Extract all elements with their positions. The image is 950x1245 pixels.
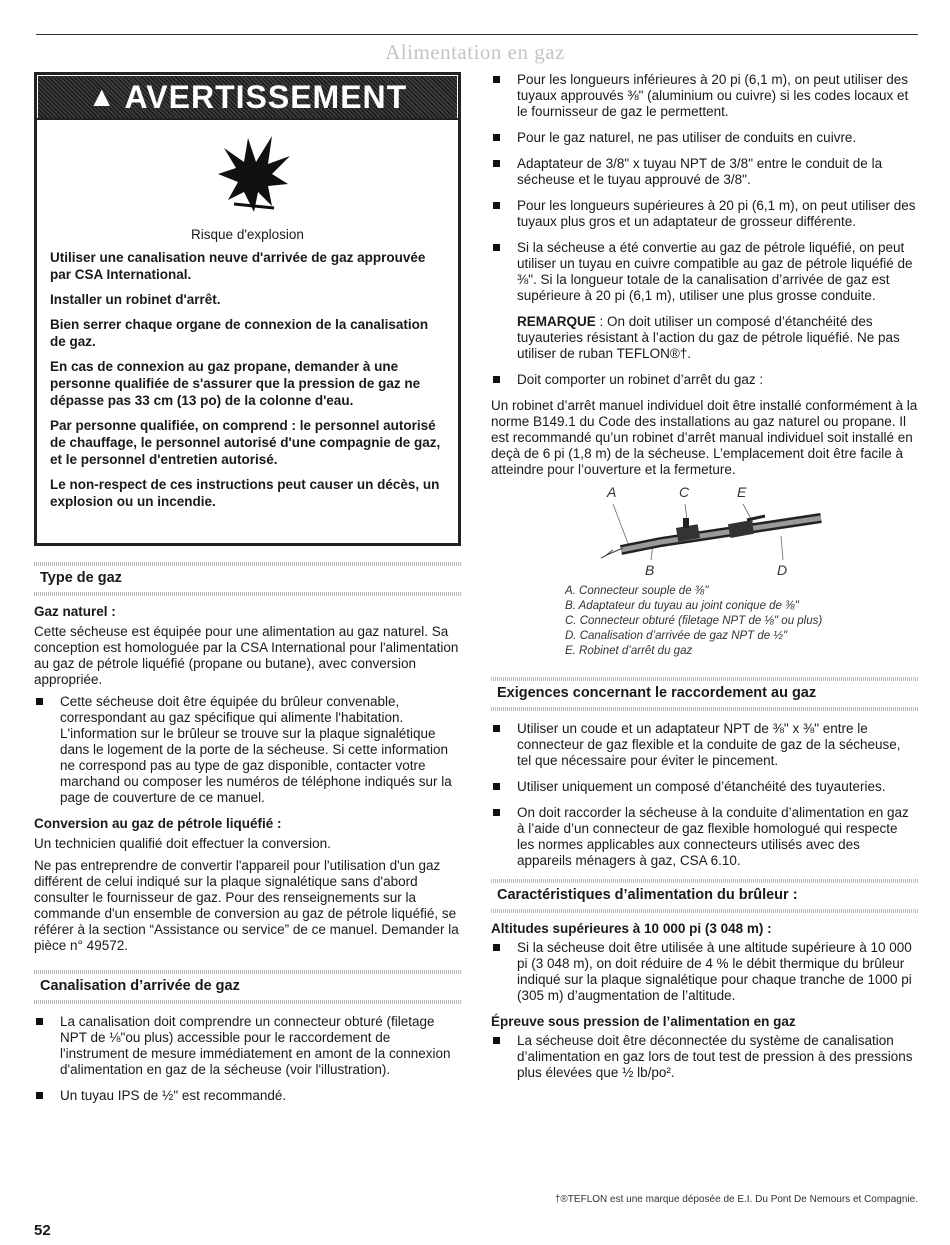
list-item: Pour les longueurs inférieures à 20 pi (6,1 m), on peut utiliser des tuyaux approuvés ⅜" (aluminium ou cuivre) si les codes locaux et le fournisseur de gaz le permettent. [491, 72, 918, 120]
pipe-list [491, 72, 918, 304]
bruleur-heading: Caractéristiques d’alimentation du brûleur : [497, 887, 798, 903]
warning-paragraph: Utiliser une canalisation neuve d'arrivée de gaz approuvée par CSA International. [50, 250, 426, 282]
list-item: La canalisation doit comprendre un connecteur obturé (filetage NPT de ⅛"ou plus) accessible pour le raccordement de l'instrument de mesure immédiatement en amont de la connexion d'alimentation en gaz de la sécheuse (voir l'illustration). [34, 1014, 461, 1078]
warning-paragraph: Par personne qualifiée, on comprend : le personnel autorisé de chauffage, le personnel autorisé d'une compagnie de gaz, et le personnel d'entretien autorisé. [50, 418, 441, 467]
conversion-heading: Conversion au gaz de pétrole liquéfié : [34, 816, 282, 831]
warning-box [34, 72, 461, 546]
warning-paragraph: Le non-respect de ces instructions peut causer un décès, un explosion ou un incendie. [50, 477, 440, 509]
list-item: La sécheuse doit être déconnectée du système de canalisation d’alimentation en gaz lors de tout test de pression à des pressions plus élevées que ½ lb/po². [491, 1033, 918, 1081]
list-item: Utiliser uniquement un composé d’étanchéité des tuyauteries. [491, 779, 918, 795]
altitudes-heading: Altitudes supérieures à 10 000 pi (3 048 m) : [491, 921, 772, 936]
list-item: Utiliser un coude et un adaptateur NPT de ⅜" x ⅜" entre le connecteur de gaz flexible et la conduite de gaz de la sécheuse, tel que nécessaire pour éviter le pincement. [491, 721, 918, 769]
conversion-text: Ne pas entreprendre de convertir l'appareil pour l'utilisation d'un gaz différent de celui indiqué sur la plaque signalétique sans d'abord consulter le fournisseur de gaz. Pour des renseignements sur la commande d'un ensemble de conversion au gaz de pétrole liquéfié, se référer à la section “Assistance ou service” de ce manuel. Demander la pièce n° 49572. [34, 858, 459, 953]
warning-divider [36, 118, 459, 120]
explosion-icon [214, 134, 294, 214]
list-item: Adaptateur de 3/8" x tuyau NPT de 3/8" entre le conduit de la sécheuse et le tuyau approuvé de 3/8". [491, 156, 918, 188]
diagram-label-e: E [737, 484, 747, 500]
gaz-naturel-text: Cette sécheuse est équipée pour une alimentation au gaz naturel. Sa conception est homologuée par la CSA International pour l'alimentation au gaz de pétrole liquéfié (propane ou butane), avec conversion appropriée. [34, 624, 459, 687]
teflon-footnote: †®TEFLON est une marque déposée de E.I. Du Pont De Nemours et Compagnie. [554, 1194, 918, 1205]
diagram-label-a: A [607, 484, 617, 500]
warning-triangle-icon: ▲ [87, 81, 117, 112]
gas-connection-diagram [491, 484, 918, 580]
warning-paragraph: En cas de connexion au gaz propane, demander à une personne qualifiée de s'assurer que la pression de gaz ne dépasse pas 33 cm (13 po) de la colonne d'eau. [50, 359, 421, 408]
warning-title: AVERTISSEMENT [124, 78, 408, 115]
list-item: Cette sécheuse doit être équipée du brûleur convenable, correspondant au gaz spécifique qui alimente l'habitation. L'information sur le brûleur se trouve sur la plaque signalétique dans le logement de la porte de la sécheuse. Si cette information ne correspond pas au type de gaz disponible, contacter votre marchand ou composer les numéros de téléphone indiqués sur la page de couverture de ce manuel. [34, 694, 461, 806]
list-item: Un tuyau IPS de ½" est recommandé. [34, 1088, 461, 1104]
diagram-label-b: B [645, 562, 655, 578]
warning-paragraph: Installer un robinet d'arrêt. [50, 292, 221, 307]
gaz-naturel-heading: Gaz naturel : [34, 604, 116, 619]
diagram-label-c: C [679, 484, 690, 500]
warning-paragraph: Bien serrer chaque organe de connexion de la canalisation de gaz. [50, 317, 429, 349]
list-item: Pour le gaz naturel, ne pas utiliser de conduits en cuivre. [491, 130, 918, 146]
list-item: Pour les longueurs supérieures à 20 pi (6,1 m), on peut utiliser des tuyaux plus gros et un adaptateur de grosseur différente. [491, 198, 918, 230]
right-column [491, 72, 918, 1091]
list-item: Doit comporter un robinet d’arrêt du gaz : [491, 372, 918, 388]
canalisation-list [34, 1014, 461, 1104]
conversion-text: Un technicien qualifié doit effectuer la conversion. [34, 836, 331, 851]
left-column [34, 72, 461, 1114]
remarque-note: REMARQUE : On doit utiliser un composé d’étanchéité des tuyauteries résistant à l’action du gaz de pétrole liquéfié. Ne pas utiliser de ruban TEFLON®†. [517, 314, 900, 361]
bruleur-heading-bar [491, 879, 918, 913]
canalisation-heading-bar [34, 970, 461, 1004]
section-title: Alimentation en gaz [385, 40, 565, 64]
warning-header [38, 76, 457, 118]
robinet-text: Un robinet d’arrêt manuel individuel doit être installé conformément à la norme B149.1 du Code des installations au gaz naturel ou propane. Il est recommandé qu’un robinet d’arrêt manual individuel soit installé en deçà de 6 pi (1,8 m) de la sécheuse. L’emplacement doit être facile à atteindre pour l’ouverture et la fermeture. [491, 398, 918, 477]
diagram-legend: A. Connecteur souple de ⅜" B. Adaptateur du tuyau au joint conique de ⅜" C. Connecteur obturé (filetage NPT de ⅛" ou plus) D. Canalisation d’arrivée de gaz NPT de ½" E. Robinet d’arrêt du gaz [565, 585, 823, 657]
list-item: Si la sécheuse a été convertie au gaz de pétrole liquéfié, on peut utiliser un tuyau en cuivre compatible au gaz de pétrole liquéfié de ⅜". Si la longueur totale de la canalisation d’arrivée de gaz est supérieure à 20 pi (6,1 m), utiliser une plus grosse conduite. [491, 240, 918, 304]
pipe-illustration [491, 484, 918, 580]
type-gaz-section [34, 604, 461, 954]
page-number: 52 [34, 1222, 51, 1239]
warning-risk: Risque d'explosion [191, 227, 304, 242]
list-item: On doit raccorder la sécheuse à la conduite d’alimentation en gaz à l’aide d’un connecteur de gaz flexible homologué qui respecte les normes applicables aux connecteurs utilisés avec des appareils ménagers à gaz, CSA 6.10. [491, 805, 918, 869]
exigences-list [491, 721, 918, 869]
diagram-label-d: D [777, 562, 788, 578]
top-rule [36, 34, 918, 35]
type-gaz-heading-bar [34, 562, 461, 596]
canalisation-heading: Canalisation d’arrivée de gaz [40, 978, 240, 994]
exigences-heading: Exigences concernant le raccordement au gaz [497, 685, 817, 701]
pression-heading: Épreuve sous pression de l’alimentation en gaz [491, 1014, 796, 1029]
exigences-heading-bar [491, 677, 918, 711]
warning-body [50, 226, 445, 518]
list-item: Si la sécheuse doit être utilisée à une altitude supérieure à 10 000 pi (3 048 m), on doit réduire de 4 % le débit thermique du brûleur indiqué sur la plaque signalétique pour chaque tranche de 1000 pi (305 m) d’augmentation de l’altitude. [491, 940, 918, 1004]
type-gaz-heading: Type de gaz [40, 570, 122, 586]
